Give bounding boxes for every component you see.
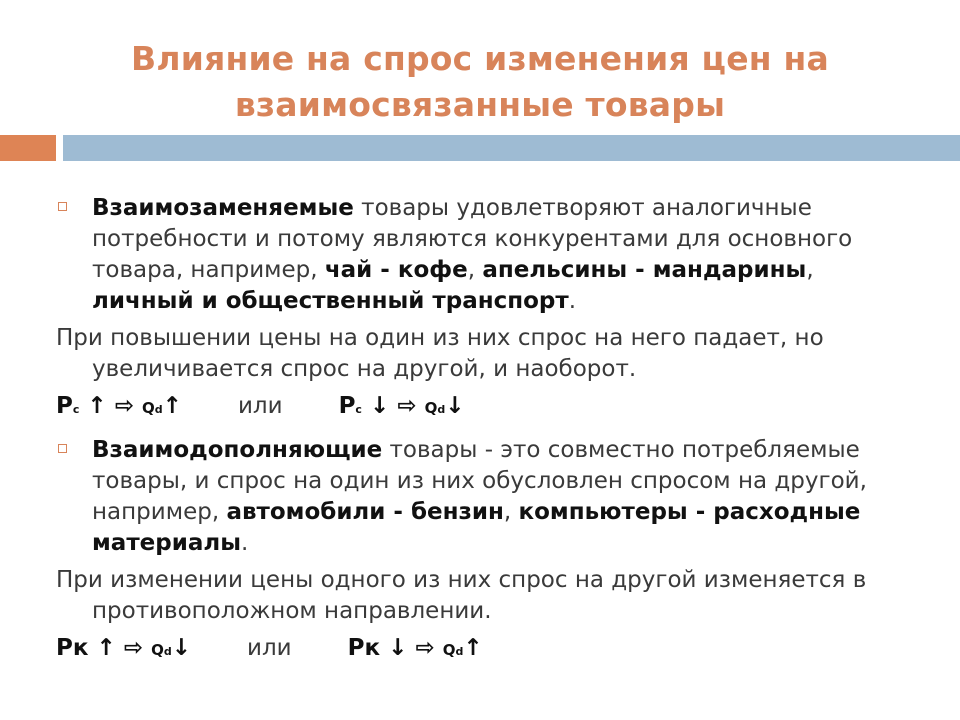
paragraph-price-change: При изменении цены одного из них спрос на другой изменяется в противоположном направлении. [56, 567, 867, 624]
arrow-down-icon: ↓ [369, 393, 390, 419]
example-transport: личный и общественный транспорт [92, 288, 569, 314]
arrow-up-icon: ↑ [87, 393, 107, 419]
term-substitutes: Взаимозаменяемые [92, 195, 354, 221]
formula-substitutes: Pc ↑ ⇨ Qd↑ или Pc ↓ ⇨ Qd↓ [56, 393, 465, 419]
example-cars-gasoline: автомобили - бензин [226, 499, 504, 525]
accent-bar-orange [0, 135, 56, 161]
bullet-text: товары - это совместно потребляемые товары, и спрос на один из них обусловлен спросом на другой, например, [92, 437, 867, 525]
arrow-down-icon: ↓ [171, 635, 191, 661]
square-bullet-icon [58, 202, 67, 211]
example-oranges-mandarins: апельсины - мандарины [482, 257, 807, 283]
implies-arrow-icon: ⇨ [397, 393, 417, 419]
arrow-down-icon: ↓ [388, 635, 408, 661]
term-complements: Взаимодополняющие [92, 437, 383, 463]
arrow-up-icon: ↑ [96, 635, 116, 661]
accent-bar-blue [63, 135, 960, 161]
arrow-down-icon: ↓ [445, 393, 465, 419]
implies-arrow-icon: ⇨ [114, 393, 134, 419]
paragraph-price-increase: При повышении цены на один из них спрос на него падает, но увеличивается спрос на другой, и наоборот. [56, 325, 824, 382]
title-line-1: Влияние на спрос изменения цен на [131, 39, 829, 78]
bullet-complements: Взаимодополняющие товары - это совместно потребляемые товары, и спрос на один из них обусловлен спросом на другой, например, автомобили - бензин, компьютеры - расходные материалы. [56, 435, 916, 559]
implies-arrow-icon: ⇨ [415, 635, 435, 661]
arrow-up-icon: ↑ [162, 393, 182, 419]
formula-or: или [247, 635, 292, 661]
arrow-up-icon: ↑ [463, 635, 483, 661]
bullet-substitutes: Взаимозаменяемые товары удовлетворяют аналогичные потребности и потому являются конкурентами для основного товара, например, чай - кофе, апельсины - мандарины, личный и общественный транспорт. [56, 193, 916, 317]
formula-complements: Pк ↑ ⇨ Qd↓ или Pк ↓ ⇨ Qd↑ [56, 635, 483, 661]
bullet-text: товары удовлетворяют аналогичные потребности и потому являются конкурентами для основного товара, например, [92, 195, 853, 283]
implies-arrow-icon: ⇨ [123, 635, 144, 661]
slide-title [60, 36, 900, 128]
example-tea-coffee: чай - кофе [324, 257, 468, 283]
slide-content [56, 193, 916, 677]
example-computers-supplies: компьютеры - расходные материалы [92, 499, 861, 556]
title-line-2: взаимосвязанные товары [234, 85, 726, 124]
square-bullet-icon [58, 444, 67, 453]
formula-or: или [237, 393, 283, 419]
